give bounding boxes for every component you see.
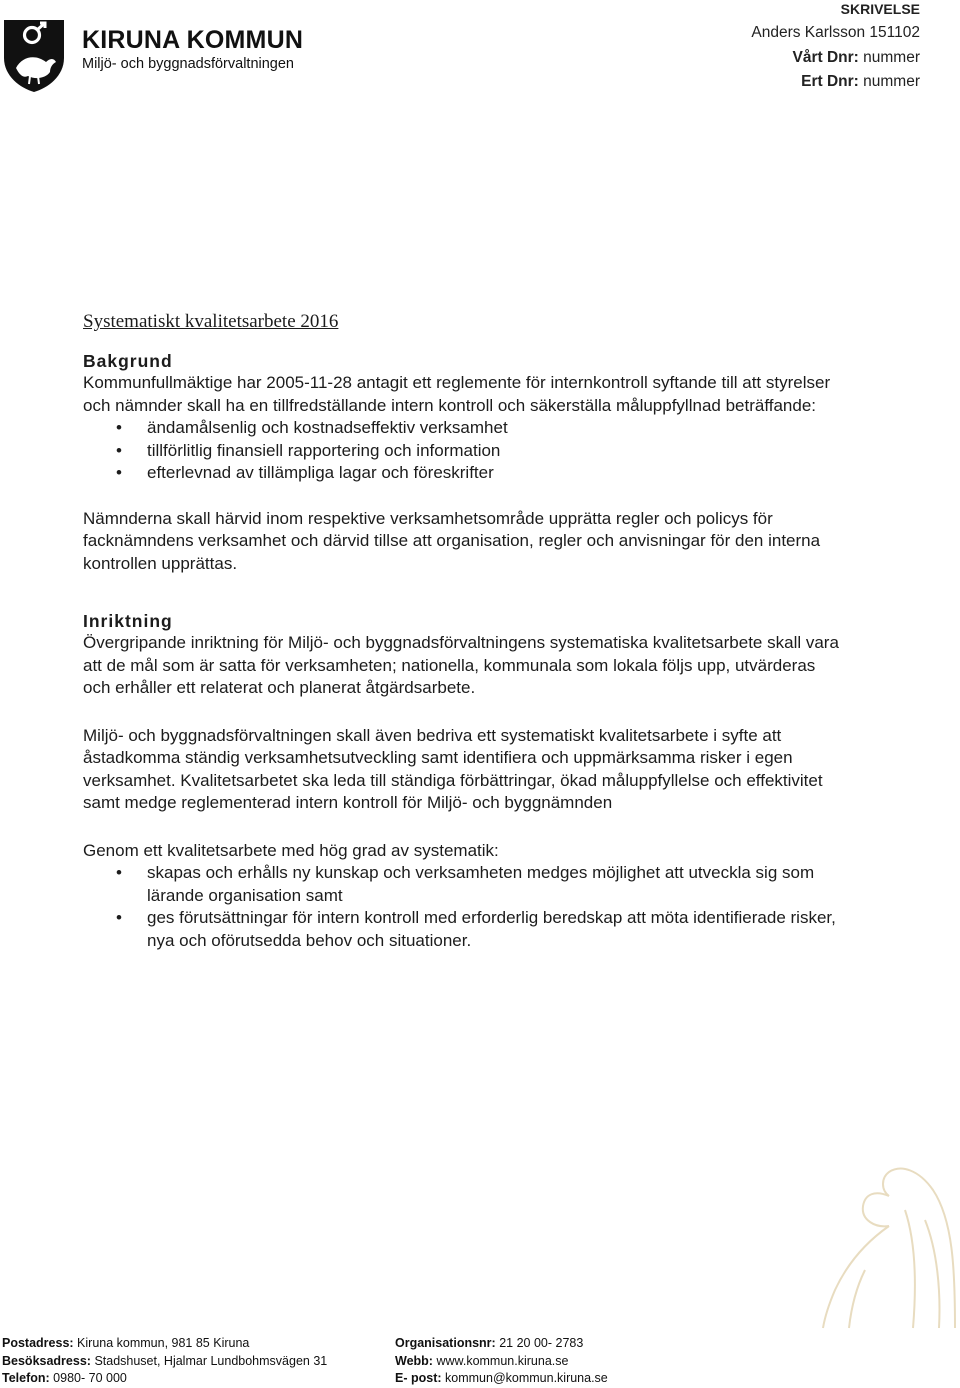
website: [395, 1353, 608, 1371]
our-reference: [751, 46, 920, 71]
email-link[interactable]: kommun@kommun.kiruna.se: [445, 1371, 608, 1385]
org-number: [395, 1335, 608, 1353]
org-name: KIRUNA KOMMUN: [82, 26, 304, 54]
postal-label: Postadress:: [2, 1336, 74, 1350]
document-type: SKRIVELSE: [840, 1, 920, 17]
inriktning-paragraph-1: Övergripande inriktning för Miljö- och byggnadsförvaltningens systematiska kvalitetsarbete skall vara att de mål som är satta för verksamheten; nationella, kommunala som lokala följs upp, utvärderas och erhåller ett relaterat och planerat åtgärdsarbete.: [83, 633, 839, 697]
document-title: Systematiskt kvalitetsarbete 2016: [83, 311, 339, 332]
document-meta: [751, 0, 920, 95]
postal-value: Kiruna kommun, 981 85 Kiruna: [77, 1336, 250, 1350]
email: [395, 1370, 608, 1388]
heading-inriktning: Inriktning: [83, 611, 173, 631]
list-item: • skapas och erhålls ny kunskap och verksamheten medges möjlighet att utveckla sig som lärande organisation samt: [147, 862, 843, 907]
bakgrund-paragraph: Nämnderna skall härvid inom respektive verksamhetsområde upprätta regler och policys för facknämndens verksamhet och därvid tillse att organisation, regler och anvisningar för den interna kontrollen upprättas.: [83, 508, 821, 573]
your-reference: [751, 70, 920, 95]
phone-value: 0980- 70 000: [53, 1371, 127, 1385]
phone: [2, 1370, 327, 1388]
footer-col-contact: [395, 1335, 608, 1388]
list-item: • efterlevnad av tillämpliga lagar och föreskrifter: [147, 462, 843, 485]
author-line: Anders Karlsson 151102: [751, 24, 920, 41]
footer-col-address: [2, 1335, 327, 1388]
web-label: Webb:: [395, 1353, 433, 1368]
list-item: • tillförlitlig finansiell rapportering och information: [147, 440, 843, 463]
heading-bakgrund: Bakgrund: [83, 351, 173, 371]
list-item: • ändamålsenlig och kostnadseffektiv verksamhet: [147, 417, 843, 440]
postal-address: [2, 1335, 327, 1353]
inriktning-paragraph-2: Miljö- och byggnadsförvaltningen skall även bedriva ett systematiskt kvalitetsarbete i syfte att åstadkomma ständig verksamhetsutveckling samt identifiera och uppmärksamma risker i egen verksamhet. Kvalitetsarbetet ska leda till ständiga förbättringar, ökad måluppfyllelse och effektivitet samt medge reglementerad intern kontroll för Miljö- och byggnämnden: [83, 725, 823, 812]
municipal-shield-logo: [2, 18, 66, 94]
list-item: • ges förutsättningar för intern kontroll med erforderlig beredskap att möta identifierade risker, nya och oförutsedda behov och situationer.: [147, 907, 843, 952]
inriktning-list: [83, 862, 843, 952]
visit-label: Besöksadress:: [2, 1353, 91, 1368]
bakgrund-list: [83, 417, 843, 485]
phone-label: Telefon:: [2, 1371, 50, 1385]
org-department: Miljö- och byggnadsförvaltningen: [82, 56, 294, 72]
bakgrund-intro: Kommunfullmäktige har 2005-11-28 antagit ett reglemente för internkontroll syftande till att styrelser och nämnder skall ha en tillfredställande intern kontroll och säkerställa måluppfyllnad beträffande:: [83, 373, 831, 415]
inriktning-paragraph-3: Genom ett kvalitetsarbete med hög grad av systematik:: [83, 840, 499, 860]
email-label: E- post:: [395, 1371, 442, 1385]
your-ref-label: Ert Dnr:: [801, 73, 859, 90]
orgnr-value: 21 20 00- 2783: [499, 1336, 584, 1350]
our-ref-label: Vårt Dnr:: [792, 48, 859, 66]
visit-address: [2, 1353, 327, 1371]
document-body: [83, 310, 843, 952]
orgnr-label: Organisationsnr:: [395, 1336, 496, 1350]
your-ref-value: nummer: [863, 73, 920, 90]
bird-watermark-icon: [805, 1150, 960, 1330]
our-ref-value: nummer: [863, 48, 920, 66]
visit-value: Stadshuset, Hjalmar Lundbohmsvägen 31: [94, 1353, 328, 1368]
web-link[interactable]: www.kommun.kiruna.se: [436, 1353, 569, 1368]
